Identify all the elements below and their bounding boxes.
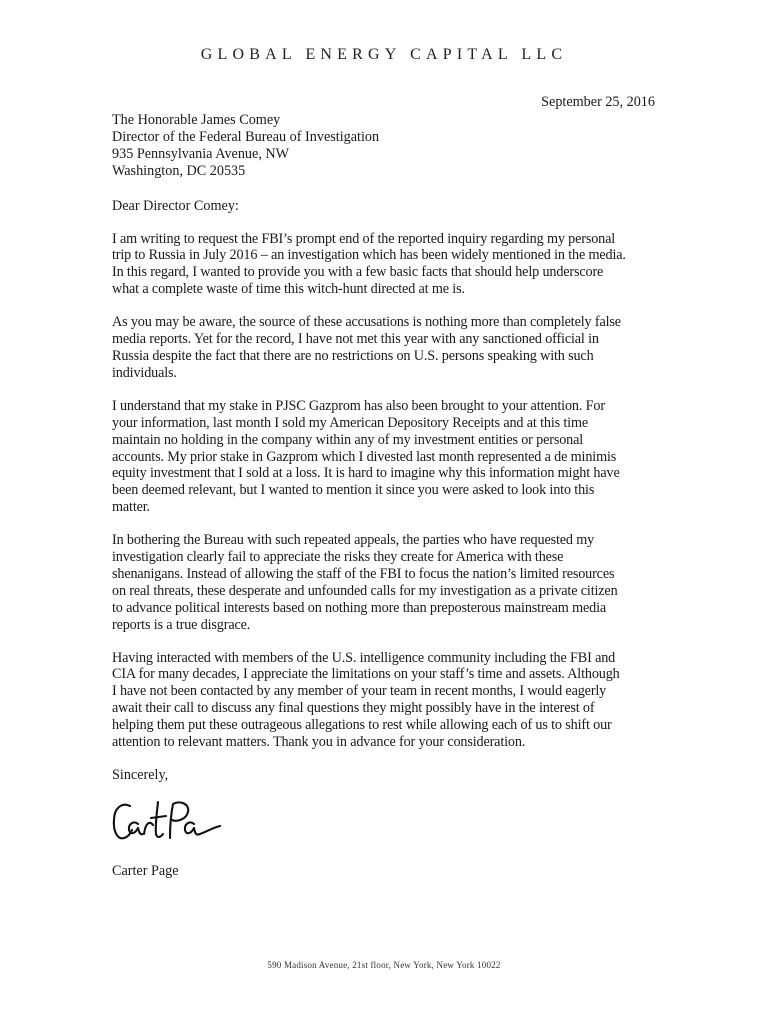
text-line: on real threats, these desperate and unfounded calls for my investigation as a private citizen bbox=[112, 582, 618, 599]
text-line: investigation clearly fail to appreciate the risks they create for America with these bbox=[112, 549, 564, 566]
recipient-address bbox=[112, 112, 660, 180]
text-line: In this regard, I wanted to provide you with a few basic facts that should help underscore bbox=[112, 264, 604, 281]
paragraph-4 bbox=[112, 532, 660, 633]
text-line: to advance political interests based on nothing more than preposterous mainstream media bbox=[112, 599, 607, 616]
text-line: Having interacted with members of the U.S. intelligence community including the FBI and bbox=[112, 649, 616, 666]
recipient-line: The Honorable James Comey bbox=[112, 112, 281, 128]
text-line: accounts. My prior stake in Gazprom which I divested last month represented a de minimis bbox=[112, 448, 617, 465]
paragraph-2 bbox=[112, 314, 660, 382]
text-line: been deemed relevant, but I wanted to mention it since you were asked to look into this bbox=[112, 482, 595, 499]
text-line: what a complete waste of time this witch-hunt directed at me is. bbox=[112, 281, 465, 298]
text-line: I have not been contacted by any member of your team in recent months, I would eagerly bbox=[112, 683, 607, 700]
text-line: Russia despite the fact that there are no restrictions on U.S. persons speaking with such bbox=[112, 347, 594, 364]
text-line: In bothering the Bureau with such repeated appeals, the parties who have requested my bbox=[112, 532, 595, 549]
text-line: I understand that my stake in PJSC Gazprom has also been brought to your attention. For bbox=[112, 397, 605, 414]
closing: Sincerely, bbox=[112, 767, 169, 783]
text-line: individuals. bbox=[112, 364, 177, 381]
text-line: I am writing to request the FBI’s prompt end of the reported inquiry regarding my personal bbox=[112, 230, 616, 247]
text-line: shenanigans. Instead of allowing the staff of the FBI to focus the nation’s limited resources bbox=[112, 565, 615, 582]
text-line: maintain no holding in the company within any of my investment entities or personal bbox=[112, 431, 584, 448]
letterhead-company-name: GLOBAL ENERGY CAPITAL LLC bbox=[200, 46, 568, 63]
handwritten-signature bbox=[108, 794, 226, 852]
text-line: attention to relevant matters. Thank you in advance for your consideration. bbox=[112, 734, 526, 751]
recipient-line: Washington, DC 20535 bbox=[112, 162, 246, 179]
signer-name: Carter Page bbox=[112, 863, 179, 879]
text-line: your information, last month I sold my American Depository Receipts and at this time bbox=[112, 414, 588, 431]
letter-date: September 25, 2016 bbox=[541, 94, 655, 110]
text-line: helping them put these outrageous allegations to rest while allowing each of us to shift our bbox=[112, 717, 612, 734]
recipient-line: Director of the Federal Bureau of Investigation bbox=[112, 128, 380, 145]
text-line: matter. bbox=[112, 499, 150, 516]
recipient-line: 935 Pennsylvania Avenue, NW bbox=[112, 145, 290, 162]
paragraph-1 bbox=[112, 231, 660, 299]
letter-body bbox=[112, 112, 660, 784]
text-line: equity investment that I sold at a loss. It is hard to imagine why this information might have bbox=[112, 465, 620, 482]
salutation: Dear Director Comey: bbox=[112, 197, 239, 214]
text-line: reports is a true disgrace. bbox=[112, 616, 251, 633]
text-line: await their call to discuss any final questions they might possibly have in the interest of bbox=[112, 700, 595, 717]
text-line: trip to Russia in July 2016 – an investigation which has been widely mentioned in the media. bbox=[112, 247, 626, 264]
text-line: media reports. Yet for the record, I have not met this year with any sanctioned official in bbox=[112, 331, 599, 348]
paragraph-3 bbox=[112, 398, 660, 516]
paragraph-5 bbox=[112, 650, 660, 751]
text-line: As you may be aware, the source of these accusations is nothing more than completely false bbox=[112, 314, 621, 331]
text-line: CIA for many decades, I appreciate the limitations on your staff’s time and assets. Although bbox=[112, 666, 620, 683]
footer-address: 590 Madison Avenue, 21st floor, New York, New York 10022 bbox=[267, 960, 501, 970]
